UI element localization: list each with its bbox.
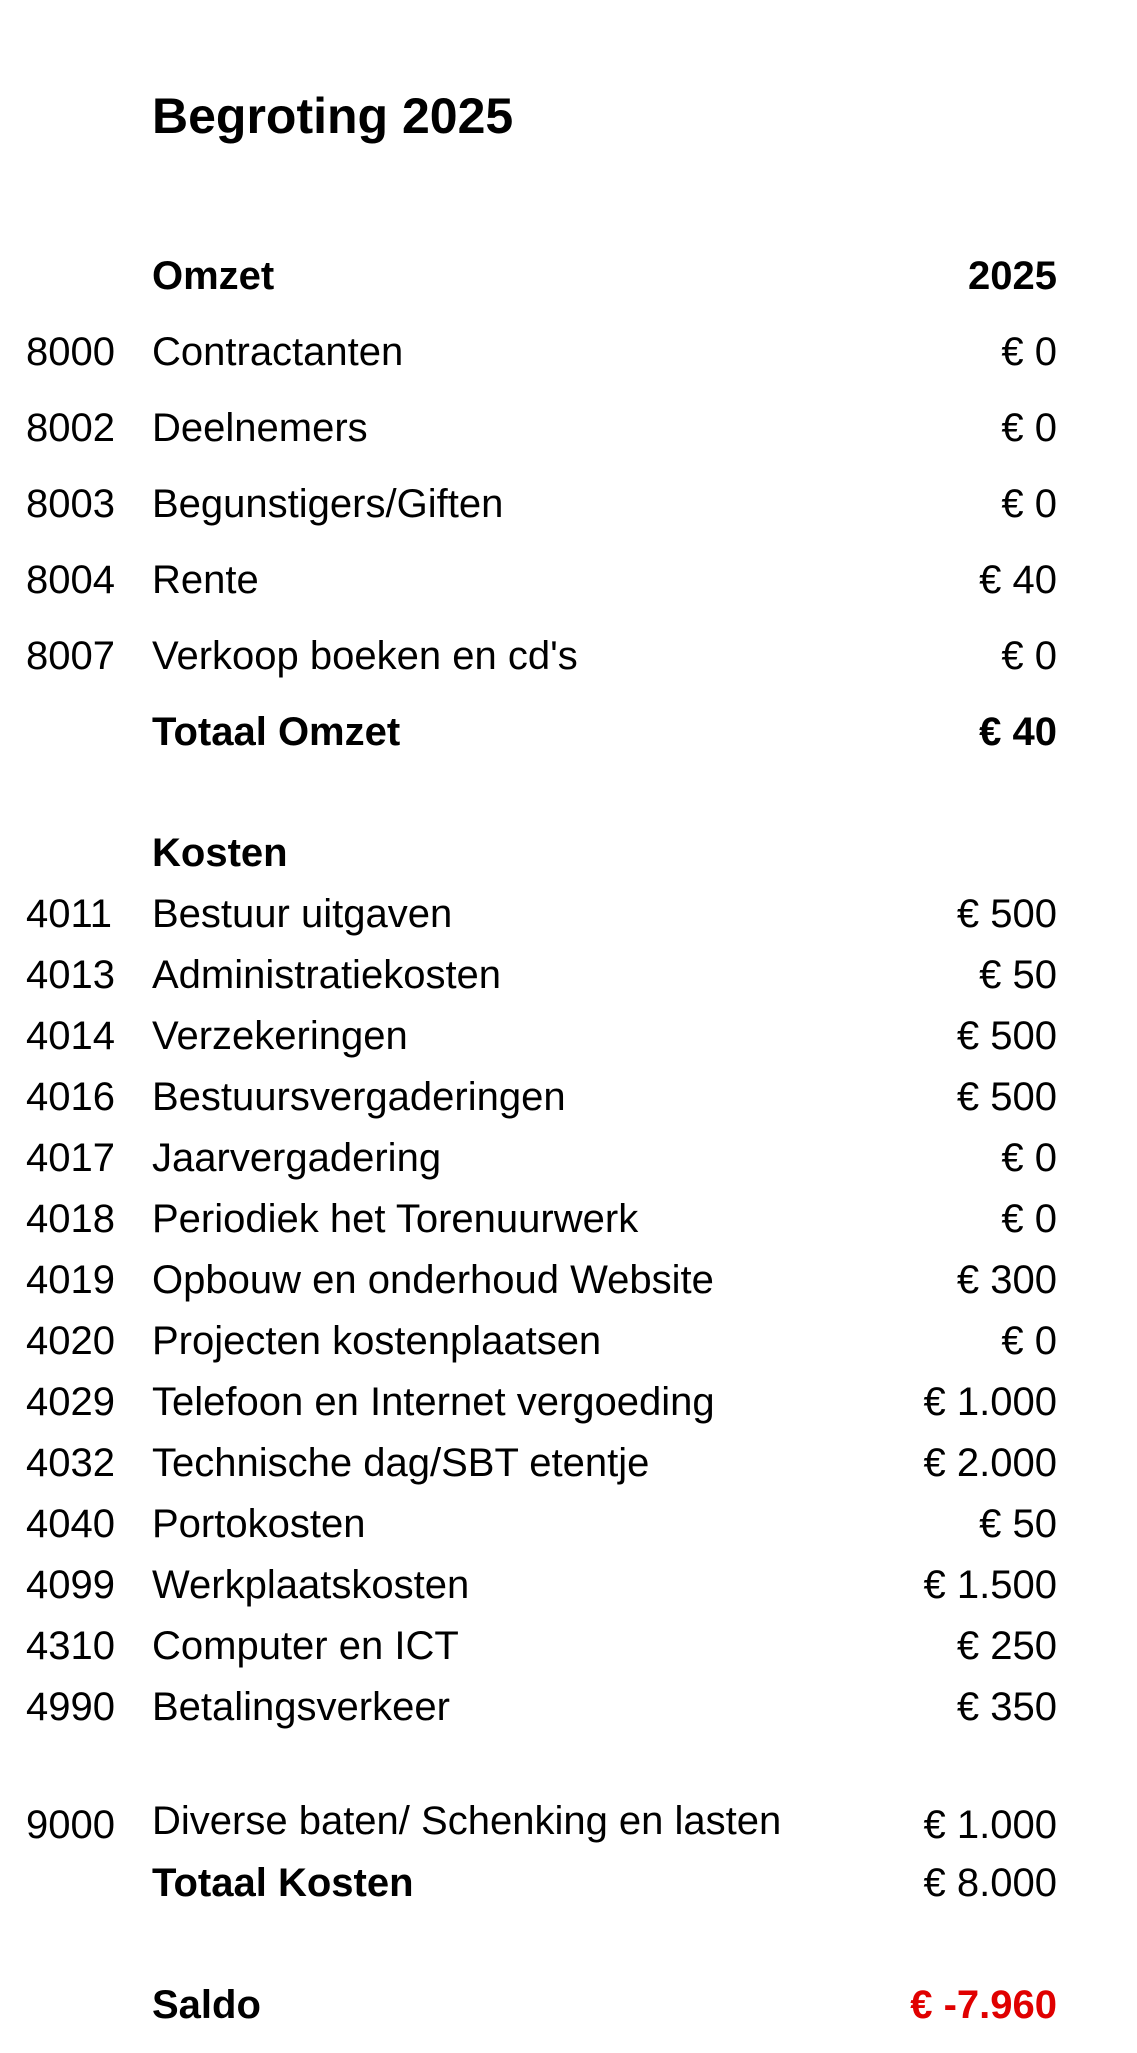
account-amount: € 50: [979, 1502, 1057, 1546]
account-code: 4990: [26, 1685, 115, 1729]
table-row: [0, 889, 1137, 939]
account-code: 8003: [26, 482, 115, 526]
account-code: 4013: [26, 953, 115, 997]
table-row: [0, 1072, 1137, 1122]
account-amount: € 2.000: [923, 1441, 1057, 1485]
account-code: 4019: [26, 1258, 115, 1302]
kosten-header-row: [0, 828, 1137, 878]
account-label: Bestuur uitgaven: [152, 892, 453, 936]
table-row: [0, 1740, 1137, 1850]
account-amount: € 350: [956, 1685, 1057, 1729]
kosten-total-row: [0, 1858, 1137, 1908]
account-label: Rente: [152, 558, 259, 602]
account-label: Technische dag/SBT etentje: [152, 1441, 650, 1485]
account-label: Portokosten: [152, 1502, 366, 1546]
account-amount: € 0: [1001, 1136, 1057, 1180]
account-amount: € 0: [1001, 1319, 1057, 1363]
account-label: Projecten kostenplaatsen: [152, 1319, 602, 1363]
account-code: 4029: [26, 1380, 115, 1424]
account-amount: € 0: [1001, 634, 1057, 678]
account-amount: € 0: [1001, 1197, 1057, 1241]
kosten-total-label: Totaal Kosten: [152, 1861, 414, 1905]
table-row: [0, 1682, 1137, 1732]
account-label: Verkoop boeken en cd's: [152, 634, 578, 678]
table-row: [0, 1194, 1137, 1244]
account-amount: € 50: [979, 953, 1057, 997]
table-row: [0, 1316, 1137, 1366]
account-code: 4016: [26, 1075, 115, 1119]
account-code: 8004: [26, 558, 115, 602]
table-row: [0, 950, 1137, 1000]
account-label: Betalingsverkeer: [152, 1685, 450, 1729]
table-row: [0, 1499, 1137, 1549]
account-label: Periodiek het Torenuurwerk: [152, 1197, 639, 1241]
account-code: 4040: [26, 1502, 115, 1546]
omzet-total-label: Totaal Omzet: [152, 710, 401, 754]
account-label: Administratiekosten: [152, 953, 502, 997]
account-code: 4020: [26, 1319, 115, 1363]
page-title: Begroting 2025: [152, 88, 514, 144]
account-amount: € 1.500: [923, 1563, 1057, 1607]
account-label: Jaarvergadering: [152, 1136, 442, 1180]
table-row: [0, 1011, 1137, 1061]
saldo-amount: € -7.960: [910, 1983, 1057, 2027]
account-code: 8007: [26, 634, 115, 678]
account-label: Opbouw en onderhoud Website: [152, 1258, 714, 1302]
account-amount: € 0: [1001, 330, 1057, 374]
saldo-row: [0, 1980, 1137, 2030]
account-code: 4032: [26, 1441, 115, 1485]
table-row: [0, 1621, 1137, 1671]
account-amount: € 500: [956, 1075, 1057, 1119]
account-label: Deelnemers: [152, 406, 368, 450]
omzet-total-amount: € 40: [979, 710, 1057, 754]
account-amount: € 500: [956, 1014, 1057, 1058]
table-row: [0, 1377, 1137, 1427]
account-label: Bestuursvergaderingen: [152, 1075, 566, 1119]
table-row: [0, 479, 1137, 529]
omzet-section-heading: Omzet: [152, 254, 275, 298]
table-row: [0, 1438, 1137, 1488]
table-row: [0, 1255, 1137, 1305]
saldo-label: Saldo: [152, 1983, 261, 2027]
account-label: Verzekeringen: [152, 1014, 408, 1058]
table-row: [0, 1560, 1137, 1610]
omzet-header-row: [0, 251, 1137, 301]
account-amount: € 300: [956, 1258, 1057, 1302]
account-code: 8002: [26, 406, 115, 450]
account-amount: € 1.000: [923, 1380, 1057, 1424]
account-amount: € 1.000: [923, 1803, 1057, 1847]
account-amount: € 0: [1001, 482, 1057, 526]
table-row: [0, 1133, 1137, 1183]
account-label: Werkplaatskosten: [152, 1563, 470, 1607]
account-code: 8000: [26, 330, 115, 374]
table-row: [0, 631, 1137, 681]
account-code: 4014: [26, 1014, 115, 1058]
account-code: 4011: [26, 892, 113, 936]
table-row: [0, 403, 1137, 453]
account-amount: € 250: [956, 1624, 1057, 1668]
account-code: 4310: [26, 1624, 115, 1668]
account-amount: € 40: [979, 558, 1057, 602]
account-amount: € 500: [956, 892, 1057, 936]
account-label: Telefoon en Internet vergoeding: [152, 1380, 715, 1424]
account-label: Begunstigers/Giften: [152, 482, 504, 526]
account-code: 4017: [26, 1136, 115, 1180]
account-label: Contractanten: [152, 330, 404, 374]
account-label: Diverse baten/ Schenking en lasten: [152, 1799, 782, 1843]
kosten-total-amount: € 8.000: [923, 1861, 1057, 1905]
account-label: Computer en ICT: [152, 1624, 459, 1668]
omzet-total-row: [0, 707, 1137, 757]
account-code: 4018: [26, 1197, 115, 1241]
table-row: [0, 555, 1137, 605]
account-amount: € 0: [1001, 406, 1057, 450]
account-code: 9000: [26, 1803, 115, 1847]
account-code: 4099: [26, 1563, 115, 1607]
year-column-header: 2025: [968, 254, 1057, 298]
kosten-section-heading: Kosten: [152, 831, 288, 875]
table-row: [0, 327, 1137, 377]
